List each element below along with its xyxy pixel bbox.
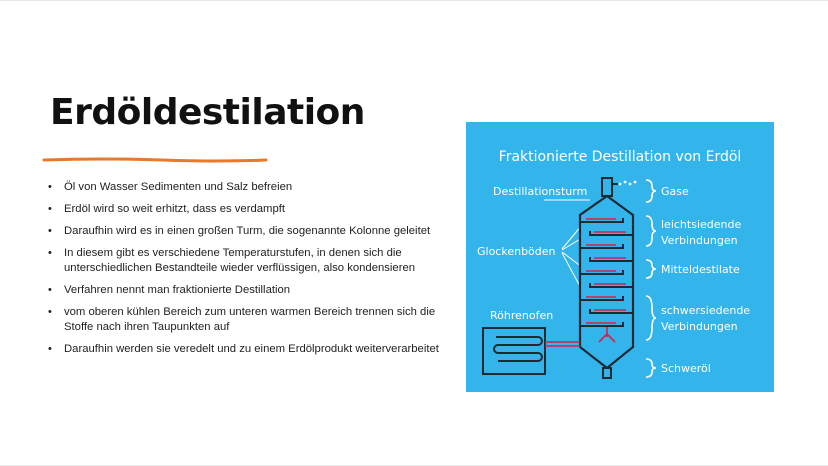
gas-bubbles bbox=[619, 181, 637, 186]
diagram-svg bbox=[466, 122, 774, 392]
bullet-item: • In diesem gibt es verschiedene Temperaturstufen, in denen sich die unterschiedlichen Bestandteile wieder verflüssigen, also kondensieren bbox=[48, 247, 416, 274]
furnace bbox=[483, 328, 580, 374]
label-tower: Destillationsturm bbox=[493, 185, 588, 198]
diagram-title: Fraktionierte Destillation von Erdöl bbox=[498, 149, 742, 165]
bullet-text: Verfahren nennt man fraktionierte Destillation bbox=[64, 284, 291, 296]
fraction-heavy-1: schwersiedende bbox=[661, 304, 751, 317]
bullet-item: • Öl von Wasser Sedimenten und Salz befreien bbox=[48, 181, 293, 193]
title-underline bbox=[42, 157, 268, 163]
bullet-item: • Daraufhin werden sie veredelt und zu einem Erdölprodukt weiterverarbeitet bbox=[48, 343, 439, 355]
bullet-item: • Verfahren nennt man fraktionierte Destillation bbox=[48, 284, 291, 296]
bullet-text: Daraufhin wird es in einen großen Turm, die sogenannte Kolonne geleitet bbox=[64, 225, 431, 237]
fraction-gas: Gase bbox=[661, 185, 689, 198]
fraction-middle: Mitteldestilate bbox=[661, 263, 740, 276]
fraction-brackets bbox=[646, 180, 656, 377]
fraction-light-2: Verbindungen bbox=[661, 234, 738, 247]
fraction-residue: Schweröl bbox=[661, 362, 711, 375]
bullet-text: Öl von Wasser Sedimenten und Salz befreien bbox=[64, 181, 293, 193]
bullet-text: vom oberen kühlen Bereich zum unteren warmen Bereich trennen sich die Stoffe nach ihren Taupunkten auf bbox=[64, 306, 436, 333]
bullet-text: Daraufhin werden sie veredelt und zu einem Erdölprodukt weiterverarbeitet bbox=[64, 343, 439, 355]
slide-title: Erdöldestilation bbox=[50, 92, 365, 133]
bullet-text: Erdöl wird so weit erhitzt, dass es verdampft bbox=[64, 203, 286, 215]
bullet-item: • Daraufhin wird es in einen großen Turm, die sogenannte Kolonne geleitet bbox=[48, 225, 431, 237]
bullet-item: • vom oberen kühlen Bereich zum unteren warmen Bereich trennen sich die Stoffe nach ihren Taupunkten auf bbox=[48, 306, 436, 333]
fraction-heavy-2: Verbindungen bbox=[661, 320, 738, 333]
bullet-item: • Erdöl wird so weit erhitzt, dass es verdampft bbox=[48, 203, 286, 215]
top-border bbox=[0, 0, 828, 1]
bullet-text: In diesem gibt es verschiedene Temperaturstufen, in denen sich die unterschiedlichen Bestandteile wieder verflüssigen, also kondensieren bbox=[64, 247, 416, 274]
bullet-list bbox=[46, 180, 446, 364]
distillation-diagram bbox=[466, 122, 774, 392]
fraction-light-1: leichtsiedende bbox=[661, 218, 742, 231]
tower bbox=[580, 178, 636, 378]
label-furnace: Röhrenofen bbox=[490, 309, 554, 322]
label-trays: Glockenböden bbox=[477, 245, 556, 258]
